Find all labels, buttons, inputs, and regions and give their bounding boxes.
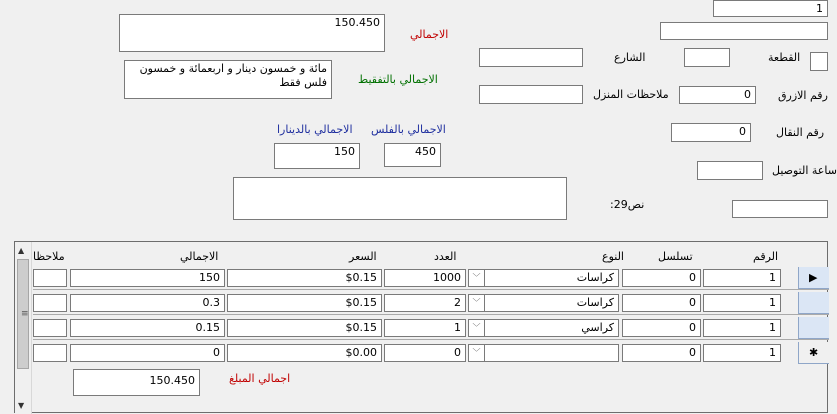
avenue-field[interactable]: [810, 52, 828, 71]
scroll-down-icon[interactable]: ▼: [18, 401, 25, 410]
total-cell[interactable]: 150: [70, 269, 225, 287]
table-row[interactable]: [33, 267, 829, 289]
amount-total-field[interactable]: 150.450: [73, 369, 200, 396]
row-divider: [33, 289, 829, 290]
notes-cell[interactable]: [33, 269, 67, 287]
total-fils-field[interactable]: 450: [384, 143, 441, 167]
num-cell[interactable]: 1: [703, 344, 781, 362]
count-cell[interactable]: 1: [384, 319, 466, 337]
delivery-time-label: ساعة التوصيل: [772, 164, 837, 177]
count-cell[interactable]: 1000: [384, 269, 466, 287]
seq-cell[interactable]: 0: [622, 269, 701, 287]
seq-cell[interactable]: 0: [622, 319, 701, 337]
price-cell[interactable]: $0.15: [227, 269, 382, 287]
type-cell[interactable]: كراسي: [484, 319, 619, 337]
type-dropdown-icon[interactable]: ﹀: [468, 269, 485, 287]
count-cell[interactable]: 2: [384, 294, 466, 312]
price-cell[interactable]: $0.15: [227, 294, 382, 312]
seq-cell[interactable]: 0: [622, 294, 701, 312]
blue-number-field[interactable]: 0: [679, 86, 756, 104]
scroll-thumb[interactable]: [17, 259, 29, 369]
new-record-icon: ✱: [809, 346, 819, 359]
blue-number-label: رقم الازرق: [778, 89, 828, 102]
notes-cell[interactable]: [33, 344, 67, 362]
total-dinar-field[interactable]: 150: [274, 143, 360, 169]
type-dropdown-icon[interactable]: ﹀: [468, 319, 485, 337]
row-selector[interactable]: [798, 267, 829, 289]
delivery-time-field[interactable]: [697, 161, 763, 180]
row-divider: [33, 314, 829, 315]
seq-cell[interactable]: 0: [622, 344, 701, 362]
table-row-new[interactable]: [33, 342, 829, 364]
order-items-grid: [14, 241, 828, 413]
type-dropdown-icon[interactable]: ﹀: [468, 344, 485, 362]
num-cell[interactable]: 1: [703, 294, 781, 312]
grip-icon: ≡: [21, 309, 29, 319]
type-cell[interactable]: كراسات: [484, 269, 619, 287]
mobile-number-field[interactable]: 0: [671, 123, 751, 142]
header-price: السعر: [349, 250, 377, 263]
total-in-words-field[interactable]: مائة و خمسون دينار و اربعمائة و خمسون فلس فقط: [124, 60, 332, 99]
street-field[interactable]: [479, 48, 583, 67]
customer-name-field[interactable]: [660, 22, 828, 40]
extra-field[interactable]: [732, 200, 828, 218]
price-cell[interactable]: $0.00: [227, 344, 382, 362]
block-field[interactable]: [684, 48, 730, 67]
total-in-words-label: الاجمالي بالتفقيط: [358, 73, 438, 86]
total-cell[interactable]: 0: [70, 344, 225, 362]
header-notes: ملاحظا: [33, 250, 65, 263]
row-selector[interactable]: [798, 292, 829, 314]
count-cell[interactable]: 0: [384, 344, 466, 362]
memo-field[interactable]: [233, 177, 567, 220]
mobile-number-label: رقم النقال: [776, 126, 825, 139]
price-cell[interactable]: $0.15: [227, 319, 382, 337]
header-count: العدد: [434, 250, 457, 263]
grid-vertical-scrollbar[interactable]: [15, 242, 32, 414]
text29-label: نص29:: [610, 198, 645, 211]
street-label: الشارع: [614, 51, 646, 64]
scroll-up-icon[interactable]: ▲: [18, 246, 25, 255]
row-divider: [33, 339, 829, 340]
total-cell[interactable]: 0.3: [70, 294, 225, 312]
notes-cell[interactable]: [33, 319, 67, 337]
current-record-icon: ▶: [809, 271, 818, 284]
num-cell[interactable]: 1: [703, 269, 781, 287]
header-type: النوع: [602, 250, 624, 263]
total-label: الاجمالي: [410, 28, 449, 41]
amount-total-label: اجمالي المبلغ: [229, 372, 291, 385]
home-notes-label: ملاحظات المنزل: [593, 88, 669, 101]
table-row[interactable]: [33, 317, 829, 339]
home-notes-field[interactable]: [479, 85, 583, 104]
notes-cell[interactable]: [33, 294, 67, 312]
header-total: الاجمالي: [180, 250, 219, 263]
total-field[interactable]: 150.450: [119, 14, 385, 52]
total-cell[interactable]: 0.15: [70, 319, 225, 337]
num-cell[interactable]: 1: [703, 319, 781, 337]
total-fils-label: الاجمالي بالفلس: [371, 123, 446, 136]
header-seq: تسلسل: [658, 250, 693, 263]
type-cell[interactable]: [484, 344, 619, 362]
type-cell[interactable]: كراسات: [484, 294, 619, 312]
row-selector[interactable]: [798, 317, 829, 339]
table-row[interactable]: [33, 292, 829, 314]
header-num: الرقم: [753, 250, 779, 263]
total-dinar-label: الاجمالي بالدينارا: [277, 123, 353, 136]
type-dropdown-icon[interactable]: ﹀: [468, 294, 485, 312]
record-id-field[interactable]: 1: [713, 0, 828, 17]
block-label: القطعة: [768, 51, 801, 64]
row-selector[interactable]: [798, 342, 829, 364]
